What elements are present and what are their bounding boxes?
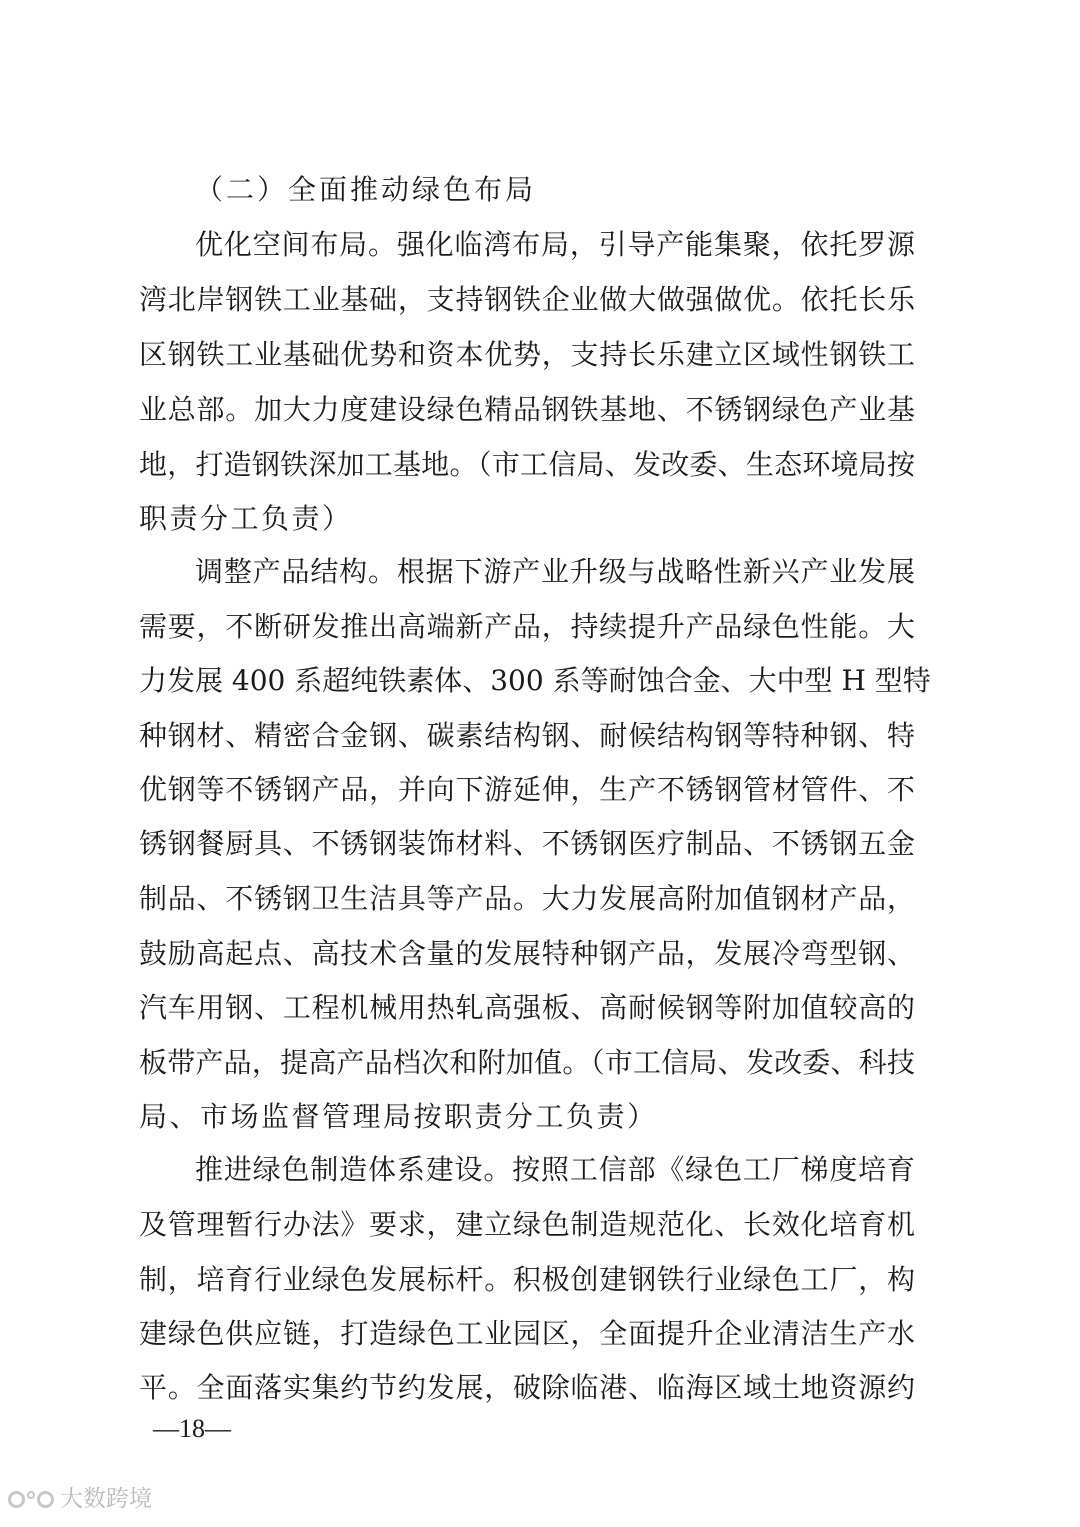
watermark-text: 大数跨境 bbox=[60, 1486, 152, 1512]
paragraph-line: 区钢铁工业基础优势和资本优势，支持长乐建立区域性钢铁工 bbox=[139, 338, 915, 371]
paragraph-line: 制，培育行业绿色发展标杆。积极创建钢铁行业绿色工厂，构 bbox=[139, 1263, 915, 1296]
paragraph-line: 制品、不锈钢卫生洁具等产品。大力发展高附加值钢材产品， bbox=[139, 882, 915, 915]
paragraph-line: 建绿色供应链，打造绿色工业园区，全面提升企业清洁生产水 bbox=[139, 1317, 915, 1350]
paragraph-line: 优钢等不锈钢产品，并向下游延伸，生产不锈钢管材管件、不 bbox=[139, 773, 915, 806]
paragraph-line: 力发展 400 系超纯铁素体、300 系等耐蚀合金、大中型 H 型特 bbox=[139, 664, 931, 697]
paragraph-line: 板带产品，提高产品档次和附加值。（市工信局、发改委、科技 bbox=[139, 1046, 915, 1079]
paragraph-line: 平。全面落实集约节约发展，破除临港、临海区域土地资源约 bbox=[139, 1371, 915, 1404]
paragraph-line: 需要，不断研发推出高端新产品，持续提升产品绿色性能。大 bbox=[139, 610, 915, 643]
paragraph-line: 推进绿色制造体系建设。按照工信部《绿色工厂梯度培育 bbox=[195, 1153, 915, 1186]
watermark-logo-icon bbox=[8, 1491, 54, 1508]
paragraph-line: 锈钢餐厨具、不锈钢装饰材料、不锈钢医疗制品、不锈钢五金 bbox=[139, 827, 915, 860]
page-number: —18— bbox=[153, 1414, 231, 1443]
paragraph-line: 调整产品结构。根据下游产业升级与战略性新兴产业发展 bbox=[195, 555, 915, 588]
section-heading: （二）全面推动绿色布局 bbox=[195, 173, 537, 206]
watermark bbox=[8, 1484, 152, 1514]
paragraph-line: 汽车用钢、工程机械用热轧高强板、高耐候钢等附加值较高的 bbox=[139, 991, 915, 1024]
paragraph-line: 局、市场监督管理局按职责分工负责） bbox=[139, 1100, 658, 1133]
paragraph-line: 业总部。加大力度建设绿色精品钢铁基地、不锈钢绿色产业基 bbox=[139, 393, 915, 426]
paragraph-line: 地，打造钢铁深加工基地。（市工信局、发改委、生态环境局按 bbox=[139, 448, 915, 481]
paragraph-line: 种钢材、精密合金钢、碳素结构钢、耐候结构钢等特种钢、特 bbox=[139, 719, 915, 752]
paragraph-line: 优化空间布局。强化临湾布局，引导产能集聚，依托罗源 bbox=[195, 228, 915, 261]
paragraph-line: 及管理暂行办法》要求，建立绿色制造规范化、长效化培育机 bbox=[139, 1208, 915, 1241]
paragraph-line: 湾北岸钢铁工业基础，支持钢铁企业做大做强做优。依托长乐 bbox=[139, 283, 915, 316]
paragraph-line: 鼓励高起点、高技术含量的发展特种钢产品，发展冷弯型钢、 bbox=[139, 937, 915, 970]
paragraph-line: 职责分工负责） bbox=[139, 502, 353, 535]
